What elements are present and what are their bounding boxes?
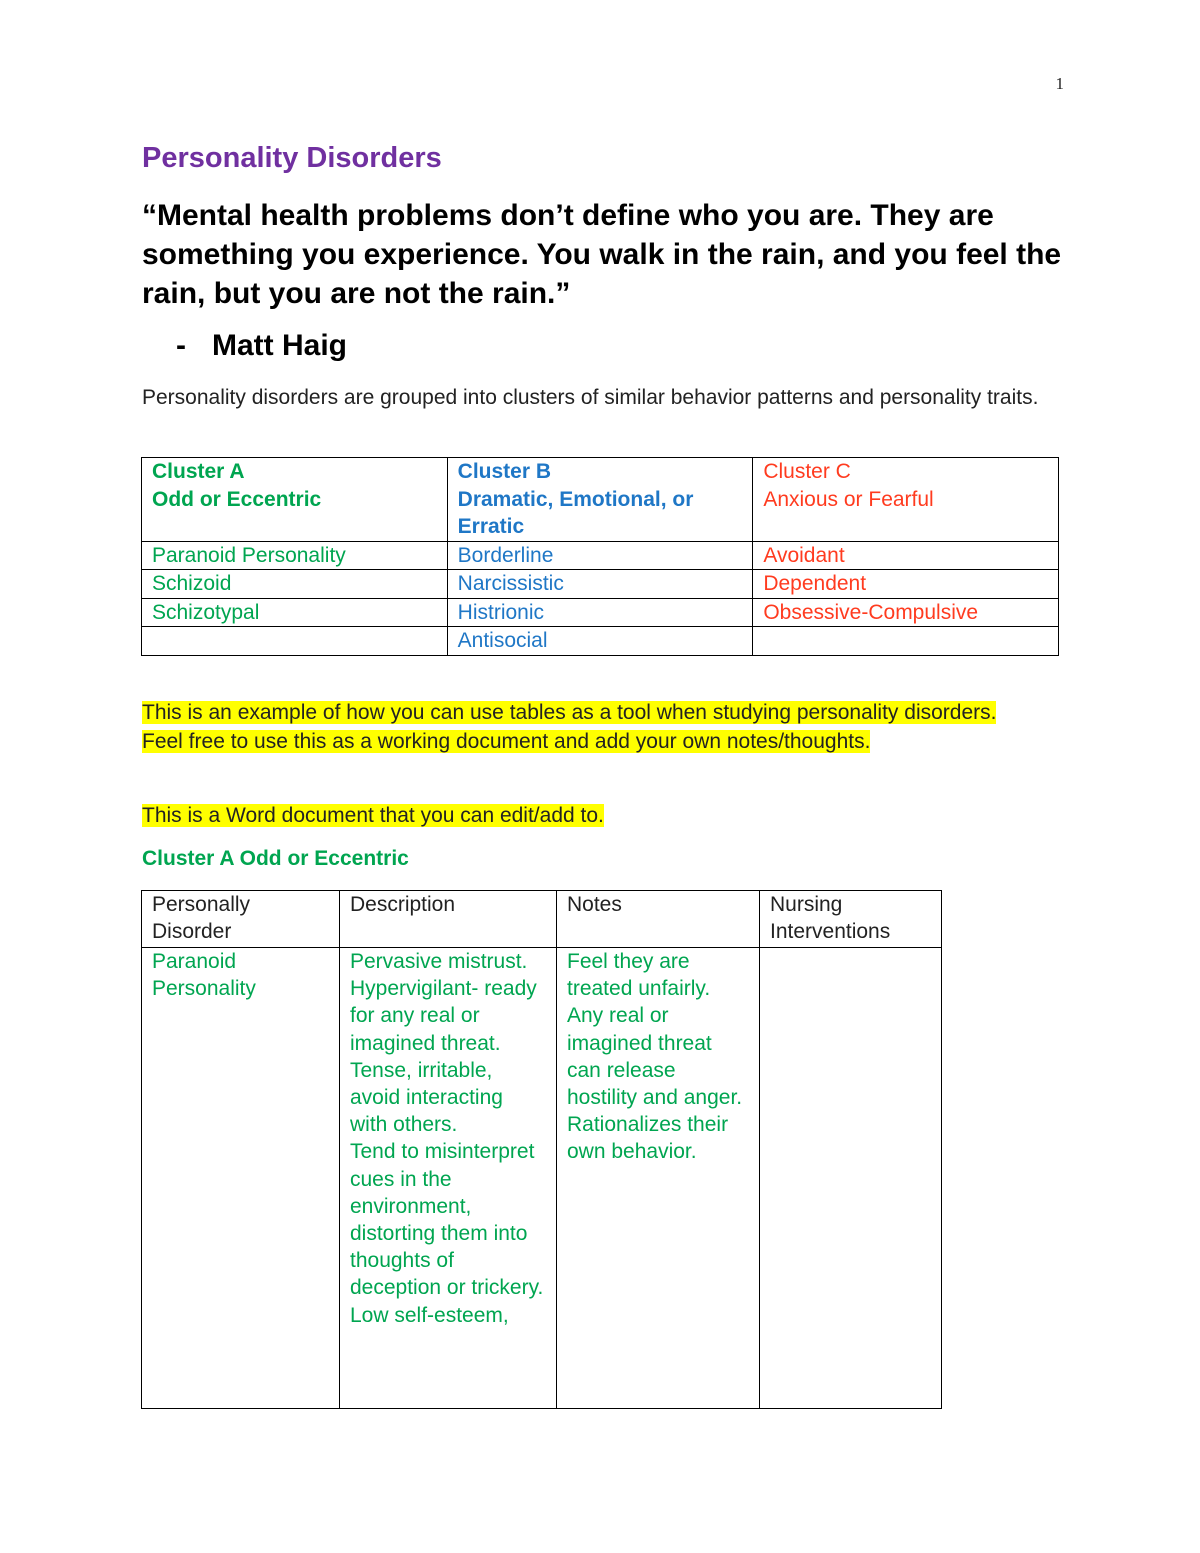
page-number: 1 xyxy=(1055,74,1064,93)
cluster-a-heading: Cluster A Odd or Eccentric xyxy=(142,847,409,870)
description-cell: Pervasive mistrust. Hypervigilant- ready for any real or imagined threat. Tense, irritable, avoid interacting with others. Tend to misinterpret cues in the environment, distorting them into thoughts of deception or trickery. Low self-esteem, xyxy=(340,948,557,1409)
cluster-a-desc: Odd or Eccentric xyxy=(152,487,322,511)
header-interventions: Nursing Interventions xyxy=(760,891,942,948)
author-dash: - xyxy=(176,329,186,362)
quote: “Mental health problems don’t define who you are. They are something you experience. You walk in the rain, and you feel the rain, but you are not the rain.” xyxy=(142,199,1062,310)
header-description: Description xyxy=(340,891,557,948)
cluster-c-name: Cluster C xyxy=(763,460,851,483)
table-row xyxy=(142,598,1059,627)
detail-header-row xyxy=(142,891,942,948)
cluster-b-desc: Dramatic, Emotional, or Erratic xyxy=(457,487,694,538)
notes-cell: Feel they are treated unfairly. Any real or imagined threat can release hostility and anger. Rationalizes their own behavior. xyxy=(557,948,760,1409)
table-row xyxy=(142,570,1059,599)
cluster-a-detail-table xyxy=(141,890,942,1409)
cluster-c-header xyxy=(753,458,1059,542)
interventions-cell[interactable] xyxy=(760,948,942,1409)
author-name: Matt Haig xyxy=(212,329,347,362)
cluster-c-desc: Anxious or Fearful xyxy=(763,487,934,511)
highlight-note-1-text: This is an example of how you can use tables as a tool when studying personality disorders. Feel free to use this as a working document and add your own notes/thoughts. xyxy=(142,701,997,753)
header-disorder: Personally Disorder xyxy=(142,891,340,948)
cluster-b-header xyxy=(447,458,753,542)
table-cell: Histrionic xyxy=(447,598,753,627)
highlight-note-2 xyxy=(142,801,1042,830)
table-cell xyxy=(142,627,448,656)
table-row xyxy=(142,541,1059,570)
table-row xyxy=(142,948,942,1409)
table-cell: Obsessive-Compulsive xyxy=(753,598,1059,627)
cluster-a-name: Cluster A xyxy=(152,460,245,483)
table-cell xyxy=(753,627,1059,656)
table-cell: Antisocial xyxy=(447,627,753,656)
disorder-cell: Paranoid Personality xyxy=(142,948,340,1409)
table-row xyxy=(142,627,1059,656)
page-title: Personality Disorders xyxy=(142,142,442,174)
table-cell: Dependent xyxy=(753,570,1059,599)
intro-paragraph: Personality disorders are grouped into clusters of similar behavior patterns and personality traits. xyxy=(142,386,1039,409)
highlight-note-2-text: This is a Word document that you can edit/add to. xyxy=(142,804,604,827)
cluster-a-header xyxy=(142,458,448,542)
table-cell: Narcissistic xyxy=(447,570,753,599)
table-cell: Avoidant xyxy=(753,541,1059,570)
clusters-header-row xyxy=(142,458,1059,542)
highlight-note-1 xyxy=(142,698,1042,756)
table-cell: Schizotypal xyxy=(142,598,448,627)
cluster-b-name: Cluster B xyxy=(457,460,552,483)
clusters-table xyxy=(141,457,1059,656)
header-notes: Notes xyxy=(557,891,760,948)
table-cell: Schizoid xyxy=(142,570,448,599)
table-cell: Borderline xyxy=(447,541,753,570)
quote-author xyxy=(176,329,347,363)
table-cell: Paranoid Personality xyxy=(142,541,448,570)
